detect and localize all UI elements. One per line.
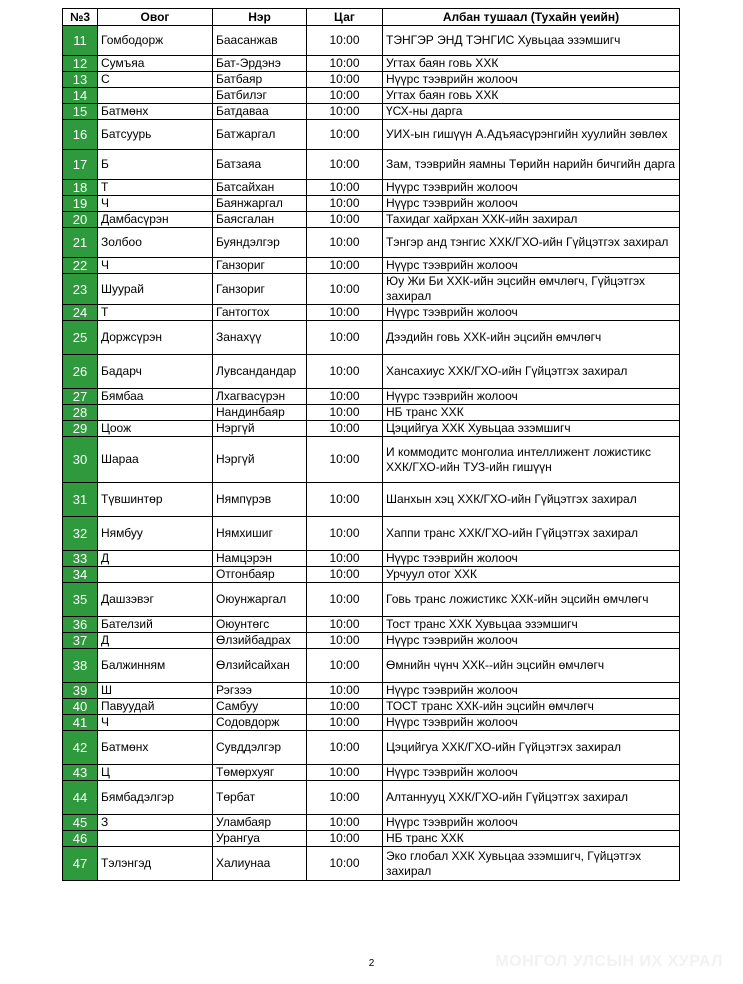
table-row xyxy=(63,56,680,72)
row-surname: Батсуурь xyxy=(98,120,213,150)
row-name: Батдаваа xyxy=(213,104,307,120)
row-surname: Шараа xyxy=(98,437,213,483)
row-surname: Ш xyxy=(98,683,213,699)
row-surname: Гомбодорж xyxy=(98,26,213,56)
row-number: 20 xyxy=(63,212,98,228)
row-time: 10:00 xyxy=(307,815,383,831)
row-time: 10:00 xyxy=(307,847,383,881)
row-time: 10:00 xyxy=(307,649,383,683)
row-time: 10:00 xyxy=(307,228,383,258)
row-position: Нүүрс тээврийн жолооч xyxy=(383,815,680,831)
table-row xyxy=(63,389,680,405)
row-surname: Балжинням xyxy=(98,649,213,683)
row-position: Цэцийгуа ХХК/ГХО-ийн Гүйцэтгэх захирал xyxy=(383,731,680,765)
row-name: Занахүү xyxy=(213,321,307,355)
row-position: Нүүрс тээврийн жолооч xyxy=(383,551,680,567)
row-name: Лхагвасүрэн xyxy=(213,389,307,405)
header-surname: Овог xyxy=(98,9,213,26)
row-name: Намцэрэн xyxy=(213,551,307,567)
row-position: Юу Жи Би ХХК-ийн эцсийн өмчлөгч, Гүйцэтгэх захирал xyxy=(383,274,680,305)
row-time: 10:00 xyxy=(307,26,383,56)
row-name: Оюунтөгс xyxy=(213,617,307,633)
row-surname: Тэлэнгэд xyxy=(98,847,213,881)
row-number: 37 xyxy=(63,633,98,649)
table-row xyxy=(63,699,680,715)
row-number: 16 xyxy=(63,120,98,150)
row-time: 10:00 xyxy=(307,355,383,389)
row-time: 10:00 xyxy=(307,781,383,815)
row-position: Угтах баян говь ХХК xyxy=(383,88,680,104)
row-number: 43 xyxy=(63,765,98,781)
table-row xyxy=(63,583,680,617)
row-surname: Дамбасүрэн xyxy=(98,212,213,228)
row-surname: Б xyxy=(98,150,213,180)
row-time: 10:00 xyxy=(307,88,383,104)
row-name: Баянжаргал xyxy=(213,196,307,212)
row-time: 10:00 xyxy=(307,305,383,321)
row-number: 26 xyxy=(63,355,98,389)
row-name: Халиунаа xyxy=(213,847,307,881)
row-name: Урангуа xyxy=(213,831,307,847)
table-row xyxy=(63,258,680,274)
row-surname: Нямбуу xyxy=(98,517,213,551)
row-position: ТЭНГЭР ЭНД ТЭНГИС Хувьцаа эзэмшигч xyxy=(383,26,680,56)
table-row xyxy=(63,212,680,228)
row-time: 10:00 xyxy=(307,831,383,847)
row-number: 39 xyxy=(63,683,98,699)
table-row xyxy=(63,551,680,567)
row-name: Отгонбаяр xyxy=(213,567,307,583)
header-position: Албан тушаал (Тухайн үеийн) xyxy=(383,9,680,26)
row-time: 10:00 xyxy=(307,405,383,421)
row-name: Төрбат xyxy=(213,781,307,815)
row-surname: Бямбаа xyxy=(98,389,213,405)
row-name: Батбаяр xyxy=(213,72,307,88)
row-time: 10:00 xyxy=(307,483,383,517)
row-number: 46 xyxy=(63,831,98,847)
row-time: 10:00 xyxy=(307,104,383,120)
row-name: Содовдорж xyxy=(213,715,307,731)
table-row xyxy=(63,715,680,731)
row-name: Ганзориг xyxy=(213,274,307,305)
row-number: 19 xyxy=(63,196,98,212)
row-position: Нүүрс тээврийн жолооч xyxy=(383,180,680,196)
data-table xyxy=(62,8,680,881)
row-position: Говь транс ложистикс ХХК-ийн эцсийн өмчлөгч xyxy=(383,583,680,617)
row-position: Хаппи транс ХХК/ГХО-ийн Гүйцэтгэх захирал xyxy=(383,517,680,551)
row-time: 10:00 xyxy=(307,274,383,305)
row-surname: Бадарч xyxy=(98,355,213,389)
row-position: Нүүрс тээврийн жолооч xyxy=(383,715,680,731)
row-surname: Цоож xyxy=(98,421,213,437)
row-time: 10:00 xyxy=(307,715,383,731)
row-position: Тахидаг хайрхан ХХК-ийн захирал xyxy=(383,212,680,228)
row-name: Нандинбаяр xyxy=(213,405,307,421)
row-name: Буяндэлгэр xyxy=(213,228,307,258)
row-surname: Бямбадэлгэр xyxy=(98,781,213,815)
row-position: Хансахиус ХХК/ГХО-ийн Гүйцэтгэх захирал xyxy=(383,355,680,389)
row-surname: Доржсүрэн xyxy=(98,321,213,355)
row-surname: Батмөнх xyxy=(98,731,213,765)
row-time: 10:00 xyxy=(307,321,383,355)
row-position: Эко глобал ХХК Хувьцаа эзэмшигч, Гүйцэтгэх захирал xyxy=(383,847,680,881)
header-row xyxy=(63,9,680,26)
row-time: 10:00 xyxy=(307,731,383,765)
row-number: 27 xyxy=(63,389,98,405)
row-number: 13 xyxy=(63,72,98,88)
row-number: 11 xyxy=(63,26,98,56)
row-surname: Ц xyxy=(98,765,213,781)
row-name: Сувддэлгэр xyxy=(213,731,307,765)
row-number: 23 xyxy=(63,274,98,305)
table-row xyxy=(63,26,680,56)
row-time: 10:00 xyxy=(307,517,383,551)
row-name: Батжаргал xyxy=(213,120,307,150)
row-surname: Бателзий xyxy=(98,617,213,633)
table-row xyxy=(63,483,680,517)
row-number: 24 xyxy=(63,305,98,321)
row-position: Алтаннууц ХХК/ГХО-ийн Гүйцэтгэх захирал xyxy=(383,781,680,815)
row-name: Нямхишиг xyxy=(213,517,307,551)
row-position: Зам, тээврийн яамны Төрийн нарийн бичгийн дарга xyxy=(383,150,680,180)
table-row xyxy=(63,731,680,765)
row-surname: Дашзэвэг xyxy=(98,583,213,617)
row-name: Нэргүй xyxy=(213,437,307,483)
row-surname: Батмөнх xyxy=(98,104,213,120)
row-position: Урчуул отог ХХК xyxy=(383,567,680,583)
table-row xyxy=(63,437,680,483)
row-name: Уламбаяр xyxy=(213,815,307,831)
row-number: 15 xyxy=(63,104,98,120)
row-number: 42 xyxy=(63,731,98,765)
row-surname: Ч xyxy=(98,258,213,274)
row-surname xyxy=(98,88,213,104)
row-name: Нэргүй xyxy=(213,421,307,437)
table-row xyxy=(63,567,680,583)
row-surname xyxy=(98,831,213,847)
row-name: Рэгзээ xyxy=(213,683,307,699)
table-row xyxy=(63,355,680,389)
row-number: 40 xyxy=(63,699,98,715)
row-number: 29 xyxy=(63,421,98,437)
table-row xyxy=(63,305,680,321)
row-position: Нүүрс тээврийн жолооч xyxy=(383,683,680,699)
row-surname: Ч xyxy=(98,196,213,212)
table-row xyxy=(63,831,680,847)
row-position: Шанхын хэц ХХК/ГХО-ийн Гүйцэтгэх захирал xyxy=(383,483,680,517)
row-number: 31 xyxy=(63,483,98,517)
row-name: Батзаяа xyxy=(213,150,307,180)
row-number: 12 xyxy=(63,56,98,72)
row-number: 38 xyxy=(63,649,98,683)
row-surname: Золбоо xyxy=(98,228,213,258)
table-row xyxy=(63,321,680,355)
table-row xyxy=(63,517,680,551)
row-position: Угтах баян говь ХХК xyxy=(383,56,680,72)
row-number: 21 xyxy=(63,228,98,258)
row-surname: Д xyxy=(98,551,213,567)
row-number: 33 xyxy=(63,551,98,567)
row-time: 10:00 xyxy=(307,150,383,180)
row-time: 10:00 xyxy=(307,56,383,72)
row-name: Төмөрхуяг xyxy=(213,765,307,781)
row-position: Нүүрс тээврийн жолооч xyxy=(383,196,680,212)
row-surname: Түвшинтөр xyxy=(98,483,213,517)
row-number: 41 xyxy=(63,715,98,731)
table-row xyxy=(63,633,680,649)
row-surname: Т xyxy=(98,180,213,196)
row-number: 17 xyxy=(63,150,98,180)
row-time: 10:00 xyxy=(307,196,383,212)
row-number: 47 xyxy=(63,847,98,881)
table-row xyxy=(63,196,680,212)
row-surname: Павуудай xyxy=(98,699,213,715)
row-surname: С xyxy=(98,72,213,88)
row-position: НБ транс ХХК xyxy=(383,405,680,421)
row-number: 34 xyxy=(63,567,98,583)
header-number: №3 xyxy=(63,9,98,26)
row-position: Цэцийгуа ХХК Хувьцаа эзэмшигч xyxy=(383,421,680,437)
row-position: Нүүрс тээврийн жолооч xyxy=(383,305,680,321)
table-row xyxy=(63,781,680,815)
table-row xyxy=(63,120,680,150)
table-row xyxy=(63,847,680,881)
row-name: Батсайхан xyxy=(213,180,307,196)
watermark: МОНГОЛ УЛСЫН ИХ ХУРАЛ xyxy=(495,953,723,970)
row-position: УИХ-ын гишүүн А.Адъяасүрэнгийн хуулийн зөвлөх xyxy=(383,120,680,150)
row-name: Гантогтох xyxy=(213,305,307,321)
row-number: 14 xyxy=(63,88,98,104)
row-number: 25 xyxy=(63,321,98,355)
table-row xyxy=(63,88,680,104)
row-name: Бат-Эрдэнэ xyxy=(213,56,307,72)
row-time: 10:00 xyxy=(307,258,383,274)
table-body xyxy=(63,26,680,881)
row-time: 10:00 xyxy=(307,583,383,617)
row-position: НБ транс ХХК xyxy=(383,831,680,847)
row-time: 10:00 xyxy=(307,683,383,699)
row-time: 10:00 xyxy=(307,180,383,196)
row-name: Нямпүрэв xyxy=(213,483,307,517)
row-position: Тост транс ХХК Хувьцаа эзэмшигч xyxy=(383,617,680,633)
row-number: 45 xyxy=(63,815,98,831)
row-position: Дээдийн говь ХХК-ийн эцсийн өмчлөгч xyxy=(383,321,680,355)
row-number: 22 xyxy=(63,258,98,274)
row-surname: Т xyxy=(98,305,213,321)
row-time: 10:00 xyxy=(307,212,383,228)
row-position: Нүүрс тээврийн жолооч xyxy=(383,765,680,781)
table-row xyxy=(63,421,680,437)
table-row xyxy=(63,274,680,305)
row-surname xyxy=(98,567,213,583)
row-time: 10:00 xyxy=(307,389,383,405)
table-row xyxy=(63,617,680,633)
row-name: Өлзийбадрах xyxy=(213,633,307,649)
row-number: 36 xyxy=(63,617,98,633)
row-name: Өлзийсайхан xyxy=(213,649,307,683)
row-name: Ганзориг xyxy=(213,258,307,274)
row-time: 10:00 xyxy=(307,72,383,88)
row-position: И коммодитс монголиа интеллижент ложистикс ХХК/ГХО-ийн ТУЗ-ийн гишүүн xyxy=(383,437,680,483)
row-name: Баасанжав xyxy=(213,26,307,56)
row-number: 32 xyxy=(63,517,98,551)
row-number: 35 xyxy=(63,583,98,617)
table-row xyxy=(63,150,680,180)
row-position: Тэнгэр анд тэнгис ХХК/ГХО-ийн Гүйцэтгэх захирал xyxy=(383,228,680,258)
row-name: Баясгалан xyxy=(213,212,307,228)
row-time: 10:00 xyxy=(307,120,383,150)
table-row xyxy=(63,765,680,781)
header-time: Цаг xyxy=(307,9,383,26)
row-number: 44 xyxy=(63,781,98,815)
row-position: Нүүрс тээврийн жолооч xyxy=(383,258,680,274)
row-surname xyxy=(98,405,213,421)
row-name: Лувсандандар xyxy=(213,355,307,389)
row-name: Батбилэг xyxy=(213,88,307,104)
table-row xyxy=(63,180,680,196)
row-surname: Шуурай xyxy=(98,274,213,305)
row-surname: Д xyxy=(98,633,213,649)
header-name: Нэр xyxy=(213,9,307,26)
table-row xyxy=(63,72,680,88)
row-position: ҮСХ-ны дарга xyxy=(383,104,680,120)
row-time: 10:00 xyxy=(307,421,383,437)
row-time: 10:00 xyxy=(307,567,383,583)
row-number: 28 xyxy=(63,405,98,421)
row-time: 10:00 xyxy=(307,633,383,649)
table-row xyxy=(63,683,680,699)
row-position: Нүүрс тээврийн жолооч xyxy=(383,72,680,88)
row-position: Өмнийн чүнч ХХК--ийн эцсийн өмчлөгч xyxy=(383,649,680,683)
row-number: 30 xyxy=(63,437,98,483)
page-number: 2 xyxy=(368,958,375,969)
table-row xyxy=(63,228,680,258)
row-surname: Ч xyxy=(98,715,213,731)
table-row xyxy=(63,405,680,421)
table-row xyxy=(63,815,680,831)
table-row xyxy=(63,649,680,683)
row-position: Нүүрс тээврийн жолооч xyxy=(383,389,680,405)
row-time: 10:00 xyxy=(307,765,383,781)
row-time: 10:00 xyxy=(307,617,383,633)
row-position: Нүүрс тээврийн жолооч xyxy=(383,633,680,649)
row-time: 10:00 xyxy=(307,699,383,715)
row-surname: З xyxy=(98,815,213,831)
row-name: Самбуу xyxy=(213,699,307,715)
table-row xyxy=(63,104,680,120)
row-surname: Сумъяа xyxy=(98,56,213,72)
row-number: 18 xyxy=(63,180,98,196)
row-time: 10:00 xyxy=(307,437,383,483)
row-name: Оюунжаргал xyxy=(213,583,307,617)
row-position: ТОСТ транс ХХК-ийн эцсийн өмчлөгч xyxy=(383,699,680,715)
row-time: 10:00 xyxy=(307,551,383,567)
